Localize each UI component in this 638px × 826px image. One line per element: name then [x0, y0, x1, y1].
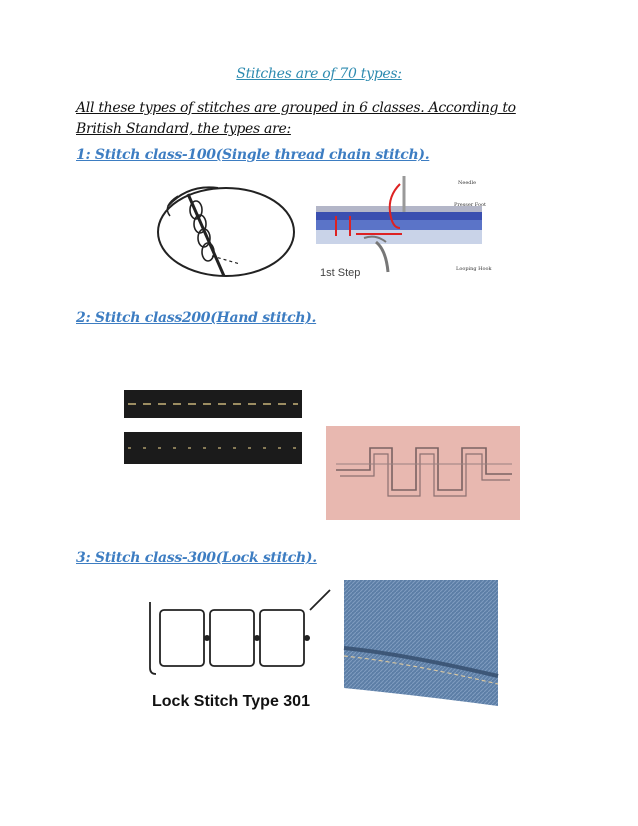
page-title: Stitches are of 70 types:: [236, 66, 402, 82]
lock-stitch-diagram: [146, 582, 342, 714]
section-heading-300: 3: Stitch class-300(Lock stitch).: [76, 550, 317, 566]
intro-paragraph: All these types of stitches are grouped in 6 classes. According to British Standard, the types are:: [76, 100, 516, 137]
presser-foot-label: Presser Foot: [454, 202, 487, 208]
hand-stitch-fabric-photos: [120, 370, 302, 482]
lock-stitch-caption: Lock Stitch Type 301: [152, 693, 310, 710]
first-step-label: 1st Step: [320, 267, 361, 279]
needle-label: Needle: [458, 180, 477, 186]
looping-hook-label: Looping Hook: [456, 266, 492, 272]
chain-stitch-hoop-illustration: [148, 176, 298, 284]
lock-stitch-denim-photo: [344, 580, 498, 710]
section-heading-200: 2: Stitch class200(Hand stitch).: [76, 310, 317, 326]
chain-stitch-machine-diagram: [316, 176, 492, 284]
hand-stitch-zigzag-photo: [326, 426, 520, 520]
section-heading-100: 1: Stitch class-100(Single thread chain stitch).: [76, 147, 430, 163]
